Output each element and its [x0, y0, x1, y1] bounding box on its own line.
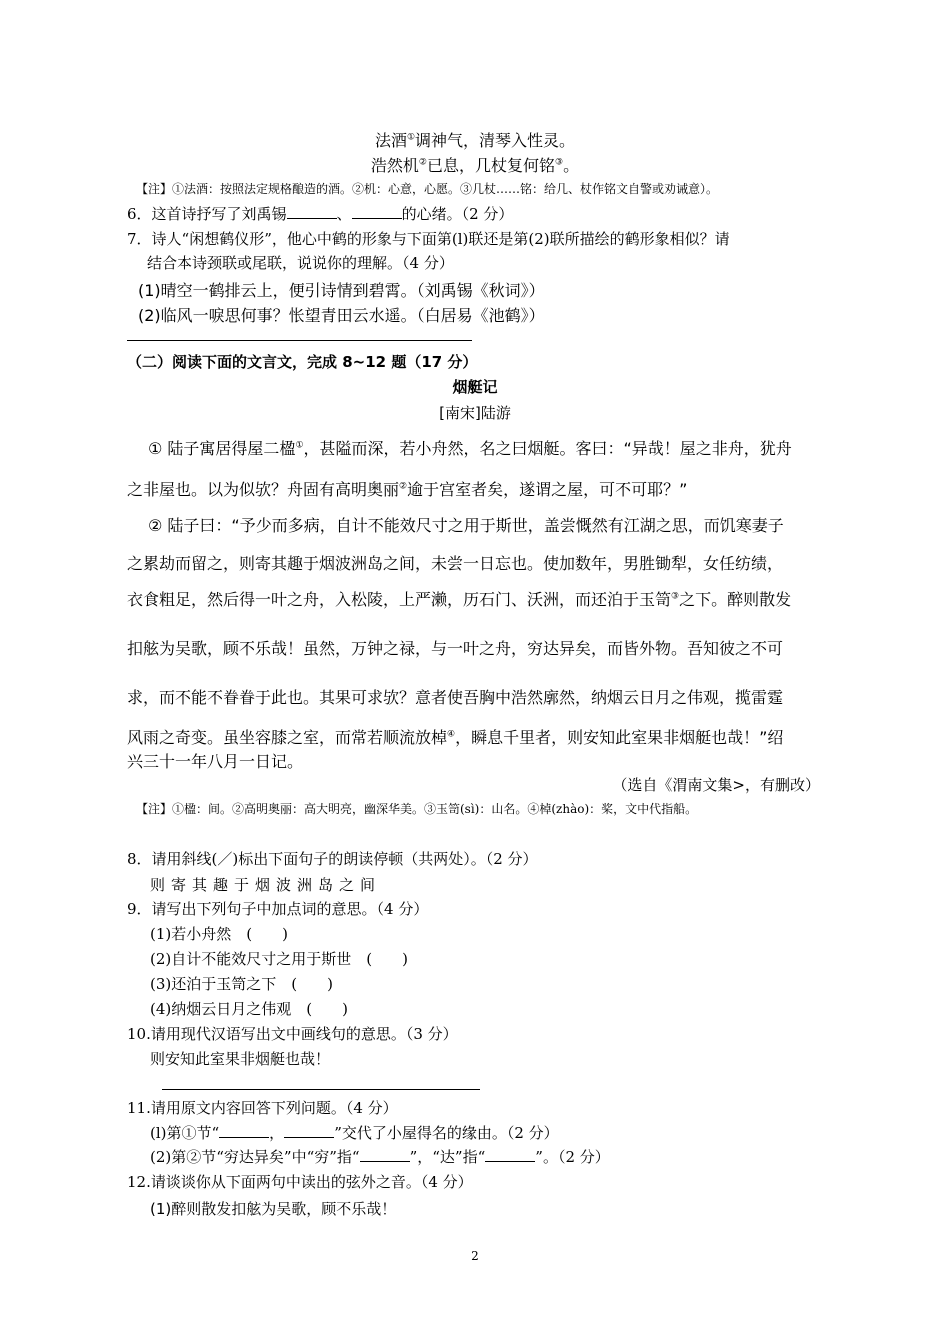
- question-9: 9．请写出下列句子中加点词的意思。（4 分）: [127, 900, 429, 918]
- question-9-item-1: (1)若小舟然 ( ): [150, 925, 288, 943]
- question-10-sentence: 则安知此室果非烟艇也哉！: [150, 1050, 331, 1068]
- passage-paragraph-1-line-2: 之非屋也。以为似欤？舟固有高明奥丽②逾于宫室者矣，遂谓之屋，可不可耶？”: [127, 480, 688, 499]
- answer-blank[interactable]: [284, 1125, 334, 1138]
- question-11: 11.请用原文内容回答下列问题。（4 分）: [127, 1099, 398, 1117]
- passage-title: 烟艇记: [452, 378, 498, 396]
- question-9-item-4: (4)纳烟云日月之伟观 ( ): [150, 1000, 348, 1018]
- divider-line: [127, 340, 472, 341]
- passage-paragraph-2-line-1: ② 陆子曰：“予少而多病，自计不能效尺寸之用于斯世，盖尝慨然有江湖之思，而饥寒妻子: [148, 516, 784, 535]
- question-8: 8．请用斜线(／)标出下面句子的朗读停顿（共两处）。（2 分）: [127, 850, 538, 868]
- poem-line-1: 法酒①调神气，清琴入性灵。: [374, 131, 576, 150]
- passage-paragraph-2-line-4: 扣舷为吴歌，顾不乐哉！虽然，万钟之禄，与一叶之舟，穷达异矣，而皆外物。吾知彼之不可: [127, 639, 784, 658]
- passage-paragraph-1-line-1: ① 陆子寓居得屋二楹①，甚隘而深，若小舟然，名之曰烟艇。客曰：“异哉！屋之非舟，犹舟: [148, 439, 792, 458]
- question-11-sub-1: (l)第①节“ ， ”交代了小屋得名的缘由。（2 分）: [150, 1124, 559, 1142]
- question-9-item-3: (3)还泊于玉笥之下 ( ): [150, 975, 333, 993]
- passage-source: （选自《渭南文集>，有删改）: [612, 776, 820, 794]
- passage-paragraph-2-line-5: 求，而不能不眷眷于此也。其果可求欤？意者使吾胸中浩然廓然，纳烟云日月之伟观，揽雷霆: [127, 688, 784, 707]
- answer-blank[interactable]: [352, 206, 402, 219]
- passage-paragraph-2-line-6: 风雨之奇变。虽坐容膝之室，而常若顺流放棹④，瞬息千里者，则安知此室果非烟艇也哉！”绍: [127, 728, 784, 747]
- passage-paragraph-2-line-7: 兴三十一年八月一日记。: [127, 752, 304, 771]
- question-7-line-2: 结合本诗颈联或尾联，说说你的理解。（4 分）: [147, 254, 454, 272]
- answer-blank[interactable]: [287, 206, 337, 219]
- passage-paragraph-2-line-3: 衣食粗足，然后得一叶之舟，入松陵，上严濑，历石门、沃洲，而还泊于玉笥③之下。醉则散发: [127, 590, 792, 609]
- question-6: 6．这首诗抒写了刘禹锡 、 的心绪。（2 分）: [127, 205, 514, 223]
- answer-blank[interactable]: [219, 1125, 269, 1138]
- question-7-option-2: (2)临风一唳思何事？怅望青田云水遥。（白居易《池鹤》）: [138, 306, 545, 325]
- section-2-heading: （二）阅读下面的文言文，完成 8~12 题（17 分）: [127, 353, 478, 371]
- answer-blank[interactable]: [485, 1149, 535, 1162]
- question-7-line-1: 7．诗人“闲想鹤仪形”，他心中鹤的形象与下面第(l)联还是第(2)联所描绘的鹤形象相似？请: [127, 230, 730, 248]
- question-10: 10.请用现代汉语写出文中画线句的意思。（3 分）: [127, 1025, 458, 1043]
- answer-blank[interactable]: [360, 1149, 410, 1162]
- poem-note: 【注】①法酒：按照法定规格酿造的酒。②机：心意，心愿。③几杖……铭：给几、杖作铭文自警或劝诫意）。: [136, 182, 719, 196]
- question-7-option-1: (1)晴空一鹤排云上，便引诗情到碧霄。（刘禹锡《秋词》）: [138, 281, 545, 300]
- answer-line[interactable]: [162, 1089, 480, 1090]
- page-number: 2: [471, 1249, 479, 1263]
- question-8-sentence: 则寄其趣于烟波洲岛之间: [150, 876, 382, 894]
- passage-paragraph-2-line-2: 之累劫而留之，则寄其趣于烟波洲岛之间，未尝一日忘也。使加数年，男胜锄犁，女任纺绩，: [127, 554, 784, 573]
- question-9-item-2: (2)自计不能效尺寸之用于斯世 ( ): [150, 950, 408, 968]
- poem-line-2: 浩然机②已息，几杖复何铭③。: [370, 156, 580, 175]
- question-12: 12.请谈谈你从下面两句中读出的弦外之音。（4 分）: [127, 1173, 473, 1191]
- question-11-sub-2: (2)第②节“穷达异矣”中“穷”指“ ”，“达”指“ ”。（2 分）: [150, 1148, 610, 1166]
- passage-author: [南宋]陆游: [439, 404, 511, 422]
- passage-note: 【注】①楹：间。②高明奥丽：高大明亮，幽深华美。③玉笥(sì)：山名。④棹(zhào)：桨，文中代指船。: [136, 802, 698, 816]
- question-12-sentence-1: (1)醉则散发扣舷为吴歌，顾不乐哉！: [150, 1200, 397, 1218]
